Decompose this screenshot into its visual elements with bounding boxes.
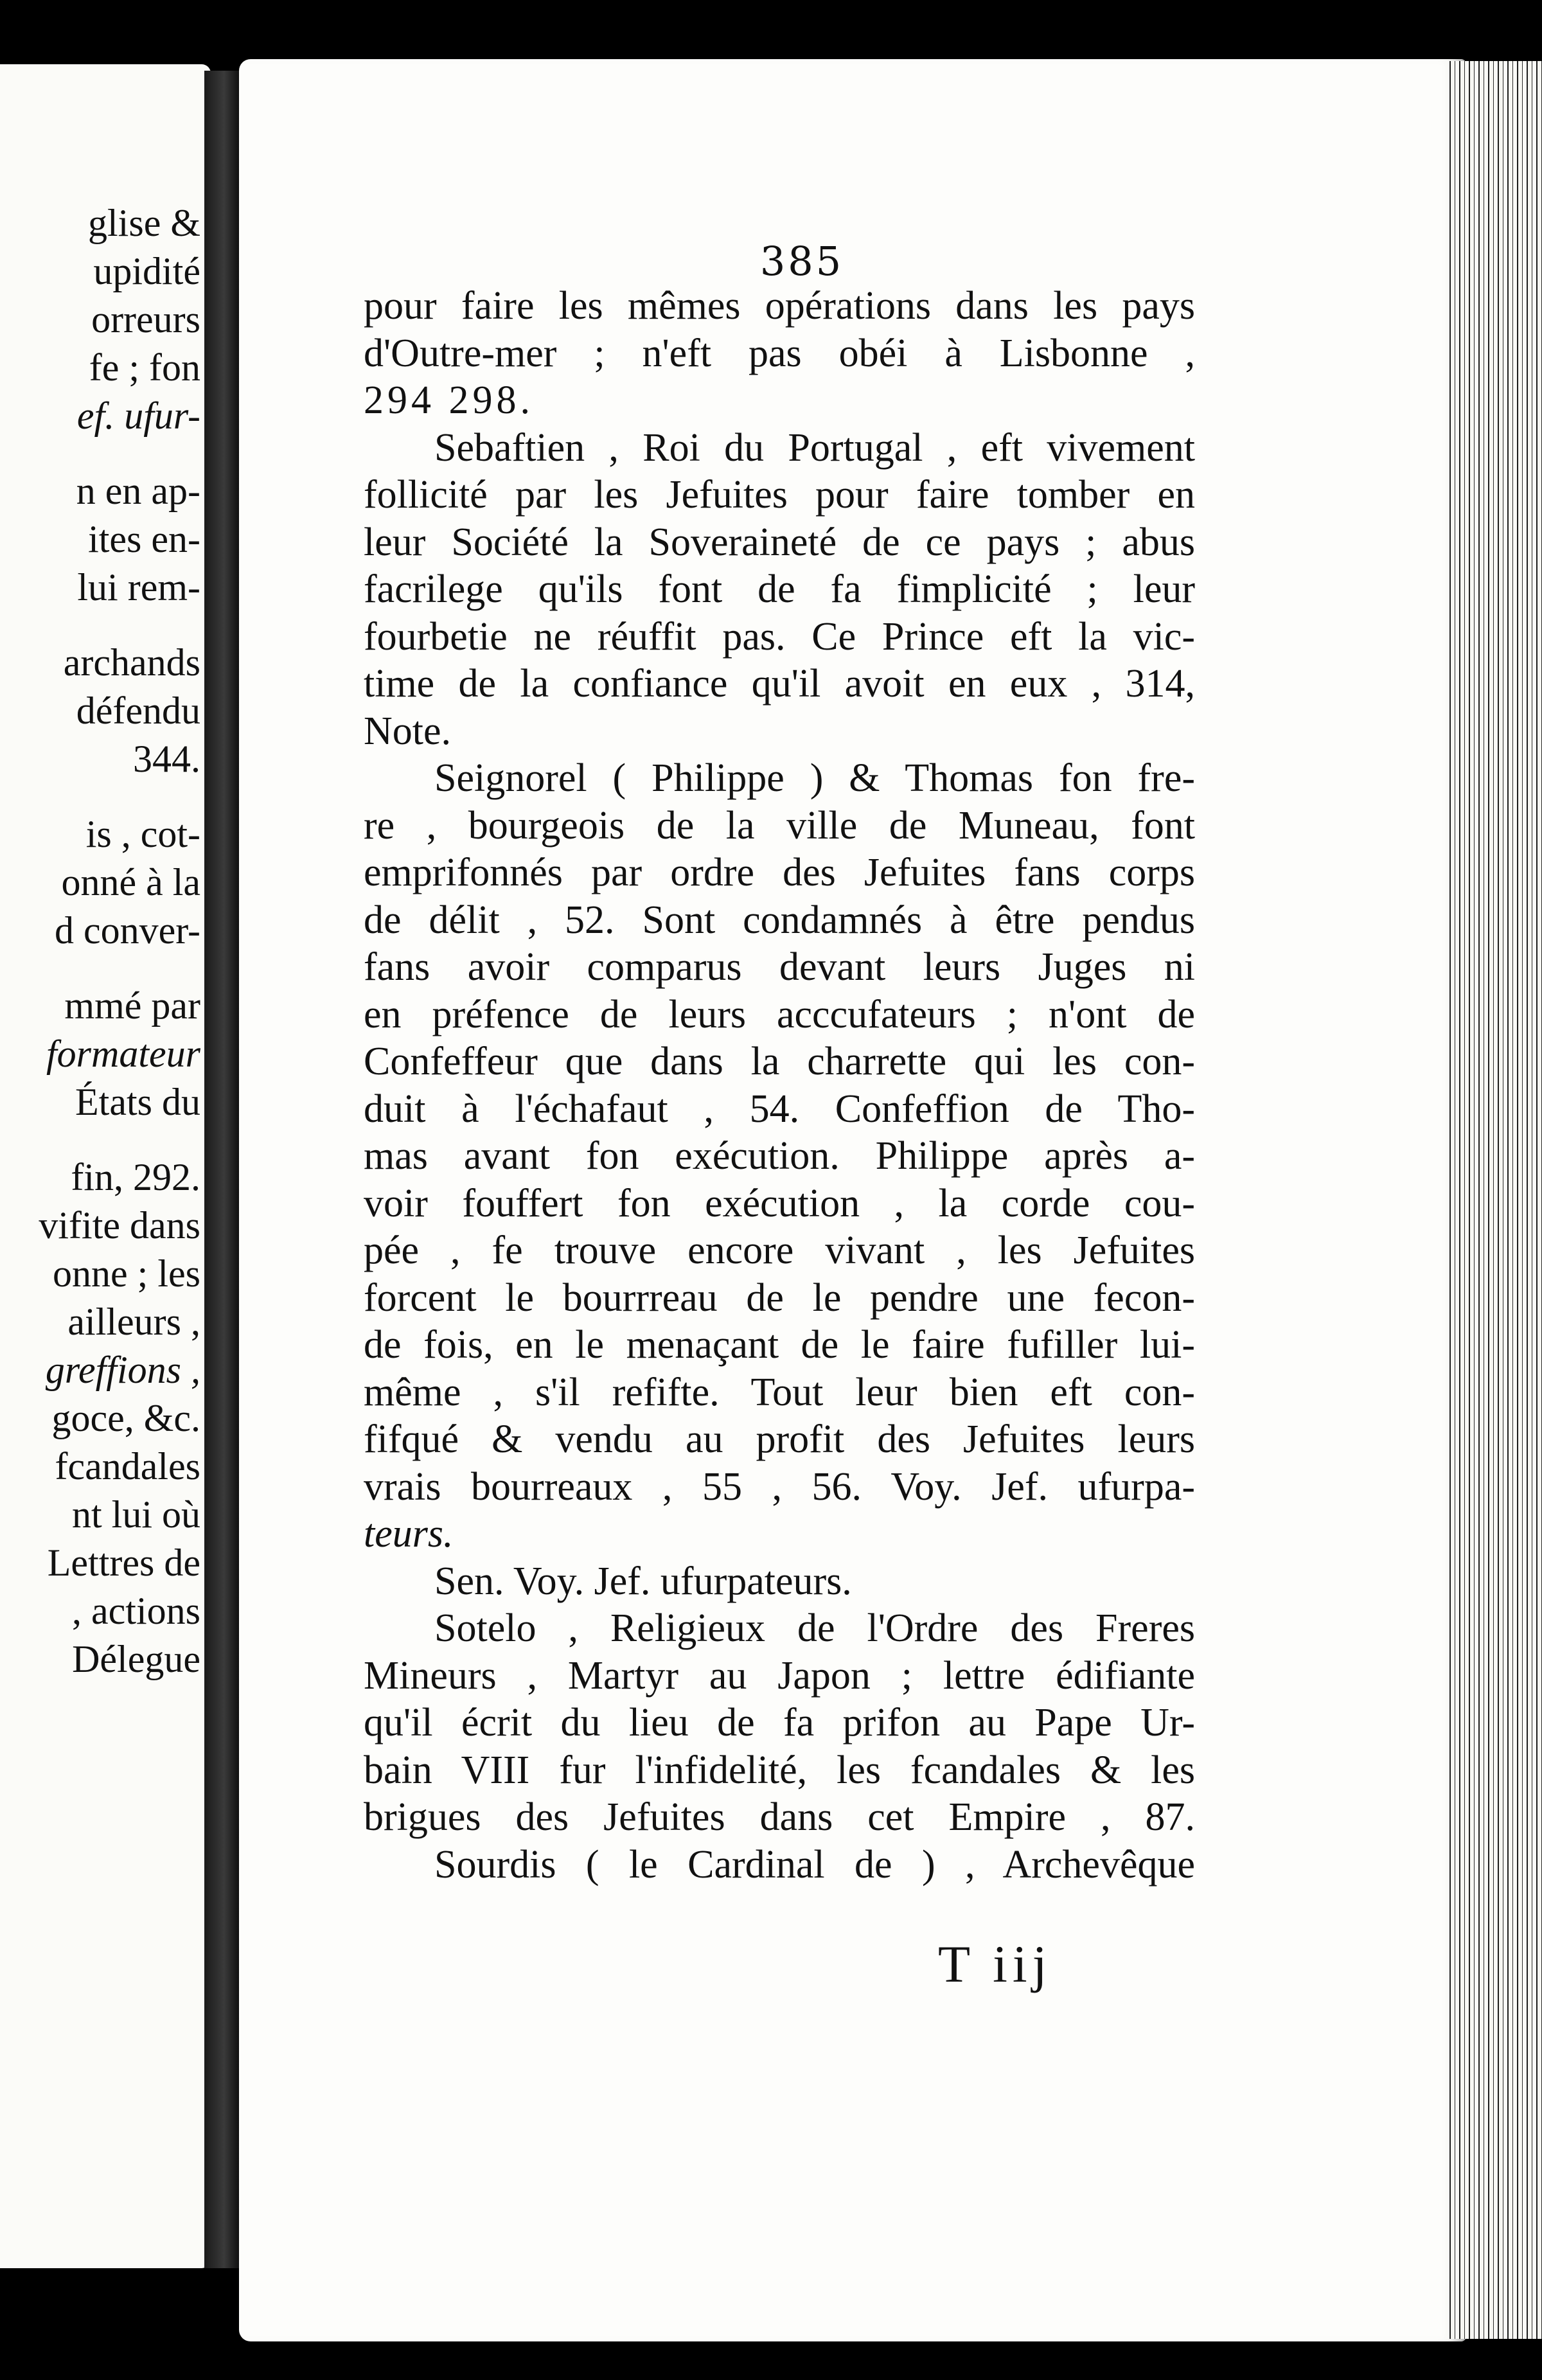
text-line: 294 298. (364, 378, 534, 422)
text-line: time de la confiance qu'il avoit en eux , 314, (364, 662, 1195, 706)
left-line: ites en- (88, 518, 200, 560)
left-line: ef. ufur- (76, 395, 200, 437)
text-line: même , s'il refifte. Tout leur bien eft con- (364, 1370, 1195, 1414)
text-line: qu'il écrit du lieu de fa prifon au Pape Ur- (364, 1701, 1195, 1745)
left-gap (0, 612, 200, 639)
left-gap (0, 1126, 200, 1153)
text-line: teurs. (364, 1512, 454, 1556)
left-line: , actions (72, 1590, 200, 1632)
text-line: voir fouffert fon exécution , la corde cou- (364, 1181, 1195, 1225)
left-line: ailleurs , (67, 1301, 200, 1343)
left-page-text (0, 199, 200, 1683)
entry-sourdis: Sourdis ( le Cardinal de ) , Archevêque (434, 1842, 1195, 1887)
left-line: n en ap- (76, 470, 200, 512)
entry-seignorel: Seignorel ( Philippe ) & Thomas fon fre- (434, 756, 1195, 800)
left-line: onne ; les (53, 1252, 200, 1295)
text-line: de fois, en le menaçant de le faire fufiller lui- (364, 1323, 1195, 1367)
left-line: orreurs (91, 298, 200, 341)
left-gap (0, 955, 200, 982)
text-line: en préfence de leurs acccufateurs ; n'ont de (364, 992, 1195, 1036)
text-line: fans avoir comparus devant leurs Juges ni (364, 945, 1195, 989)
left-line: upidité (93, 250, 200, 292)
text-line: leur Société la Soveraineté de ce pays ; abus (364, 520, 1195, 564)
left-line: États du (75, 1081, 200, 1123)
left-gap (0, 783, 200, 810)
left-line: fcandales (55, 1445, 200, 1487)
text-line: Note. (364, 709, 452, 753)
left-line: greffions , (45, 1349, 200, 1391)
left-line: vifite dans (39, 1204, 200, 1247)
book-gutter (204, 71, 240, 2268)
left-line: onné à la (61, 861, 200, 903)
text-line: duit à l'échafaut , 54. Confeffion de Tho- (364, 1087, 1195, 1131)
left-line: 344. (133, 738, 200, 780)
text-line: pée , fe trouve encore vivant , les Jefuites (364, 1229, 1195, 1272)
text-line: pour faire les mêmes opérations dans les pays (364, 284, 1195, 328)
left-line: glise & (88, 202, 200, 244)
left-line: lui rem- (77, 566, 200, 608)
left-gap (0, 440, 200, 467)
left-line: archands (63, 641, 200, 684)
left-line: goce, &c. (51, 1397, 200, 1439)
page-number: 385 (759, 238, 844, 285)
left-line: Lettres de (47, 1541, 200, 1584)
entry-sotelo: Sotelo , Religieux de l'Ordre des Freres (434, 1606, 1195, 1650)
text-line: forcent le bourrreau de le pendre une fecon- (364, 1275, 1195, 1320)
text-line: re , bourgeois de la ville de Muneau, font (364, 803, 1195, 848)
entry-sebastien: Sebaftien , Roi du Portugal , eft vivement (434, 425, 1195, 470)
text-line: fourbetie ne réuffit pas. Ce Prince eft la vic- (364, 614, 1195, 659)
text-line: Confeffeur que dans la charrette qui les con- (364, 1040, 1195, 1083)
left-line: défendu (76, 689, 200, 732)
text-line: emprifonnés par ordre des Jefuites fans corps (364, 851, 1195, 894)
text-line: facrilege qu'ils font de fa fimplicité ; leur (364, 567, 1195, 611)
text-line: brigues des Jefuites dans cet Empire , 87. (364, 1795, 1195, 1839)
text-line: bain VIII fur l'infidelité, les fcandales & les (364, 1748, 1195, 1792)
left-line: mmé par (64, 984, 200, 1027)
text-line: Mineurs , Martyr au Japon ; lettre édifiante (364, 1653, 1195, 1698)
left-line: fin, 292. (71, 1156, 200, 1198)
entry-sen: Sen. Voy. Jef. ufurpateurs. (434, 1559, 852, 1603)
page-edges (1446, 61, 1542, 2339)
text-line: follicité par les Jefuites pour faire tomber en (364, 473, 1195, 517)
left-line: nt lui où (71, 1493, 200, 1536)
left-line: formateur (46, 1033, 200, 1075)
left-line: is , cot- (85, 813, 200, 855)
text-line: de délit , 52. Sont condamnés à être pendus (364, 898, 1195, 942)
left-line: Délegue (72, 1638, 200, 1680)
left-line: fe ; fon (89, 346, 200, 389)
text-line: d'Outre-mer ; n'eft pas obéi à Lisbonne , (364, 331, 1195, 375)
text-line: vrais bourreaux , 55 , 56. Voy. Jef. ufurpa- (364, 1464, 1195, 1509)
text-line: mas avant fon exécution. Philippe après a- (364, 1134, 1195, 1178)
left-page (0, 64, 211, 2268)
signature-mark: T iij (938, 1935, 1052, 1993)
text-line: fifqué & vendu au profit des Jefuites leurs (364, 1417, 1195, 1461)
main-text (364, 283, 1195, 1888)
left-line: d conver- (54, 909, 200, 952)
